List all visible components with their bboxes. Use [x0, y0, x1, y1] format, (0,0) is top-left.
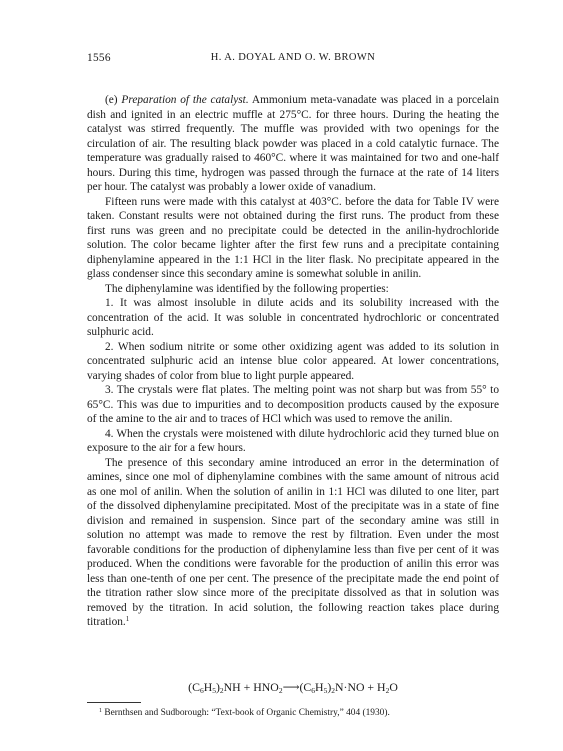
footnote-mark: 1 [99, 708, 102, 714]
footnote [87, 707, 499, 719]
body-text [87, 93, 499, 630]
footnote-reference: 1 [125, 615, 130, 623]
reaction-equation: $(C_6H_5)_2NH$ + $HNO_2⟶(C_6H_5)_2N\cdot NO + H_2O$ [188, 680, 398, 695]
paragraph-identification: The diphenylamine was identified by the following properties: [105, 282, 389, 295]
paragraph-error [87, 456, 499, 630]
section-title: Preparation of the catalyst. [121, 94, 249, 106]
footnote-divider [87, 702, 141, 703]
page-header [87, 52, 499, 70]
property-item: 3. The crystals were flat plates. The melting point was not sharp but was from 55° to 65°C. This was due to impurities and to decomposition products caused by the exposure of the amine to the air and to traces of HCl which was used to remove the anilin. [87, 384, 499, 425]
footnote-text: Bernthsen and Sudborough: “Text-book of Organic Chemistry,” 404 (1930). [104, 708, 390, 718]
page-number: 1556 [87, 52, 111, 64]
paragraph-text: Ammonium meta-vanadate was placed in a porcelain dish and ignited in an electric muffle at 275°C. for three hours. During the heating the catalyst was stirred frequently. The muffle was provided with two openings for the circulation of air. The resulting black powder was placed in a cold catalytic furnace. The temperature was gradually raised to 460°C. where it was maintained for two and one-half hours. During this time, hydrogen was passed through the furnace at the rate of 14 liters per hour. The catalyst was probably a lower oxide of vanadium. [87, 94, 499, 193]
paragraph-preparation [87, 93, 499, 195]
paragraph-text: The presence of this secondary amine introduced an error in the determination of amines, since one mol of diphenylamine combines with the same amount of nitrous acid as one mol of anilin. When the solution of anilin in 1:1 HCl was diluted to one liter, part of the dissolved diphenylamine precipitated. Most of the precipitate was in a state of fine division and remained in suspension. Since part of the secondary amine was still in solution no attempt was made to remove the rest by filtration. Even under the most favorable conditions for the production of diphenylamine less than five per cent of it was produced. When the conditions were favorable for the production of anilin this error was less than one-tenth of one per cent. The presence of the precipitate made the end point of the titration rather slow since more of the precipitate dissolved as that in solution was removed by the titration. In acid solution, the following reaction takes place during titration. [87, 456, 499, 628]
property-item: 4. When the crystals were moistened with dilute hydrochloric acid they turned blue on exposure to the air for a few hours. [87, 427, 499, 454]
running-title: H. A. DOYAL AND O. W. BROWN [210, 52, 376, 63]
reaction-arrow: ⟶ [282, 680, 300, 694]
property-item: 1. It was almost insoluble in dilute acids and its solubility increased with the concentration of the acid. It was soluble in concentrated hydrochloric or concentrated sulphuric acid. [87, 297, 499, 338]
paragraph-runs: Fifteen runs were made with this catalyst at 403°C. before the data for Table IV were taken. Constant results were not obtained during the first runs. The product from these first runs was green and no precipitate could be detected in the anilin-hydrochloride solution. The color became lighter after the first few runs and a precipitate containing diphenylamine appeared in the 1:1 HCl in the liter flask. No precipitate appeared in the glass condenser since this secondary amine is somewhat soluble in anilin. [87, 195, 499, 280]
property-item: 2. When sodium nitrite or some other oxidizing agent was added to its solution in concentrated sulphuric acid an intense blue color appeared. At lower concentrations, varying shades of color from blue to light purple appeared. [87, 340, 499, 382]
section-label: (e) [105, 94, 118, 106]
